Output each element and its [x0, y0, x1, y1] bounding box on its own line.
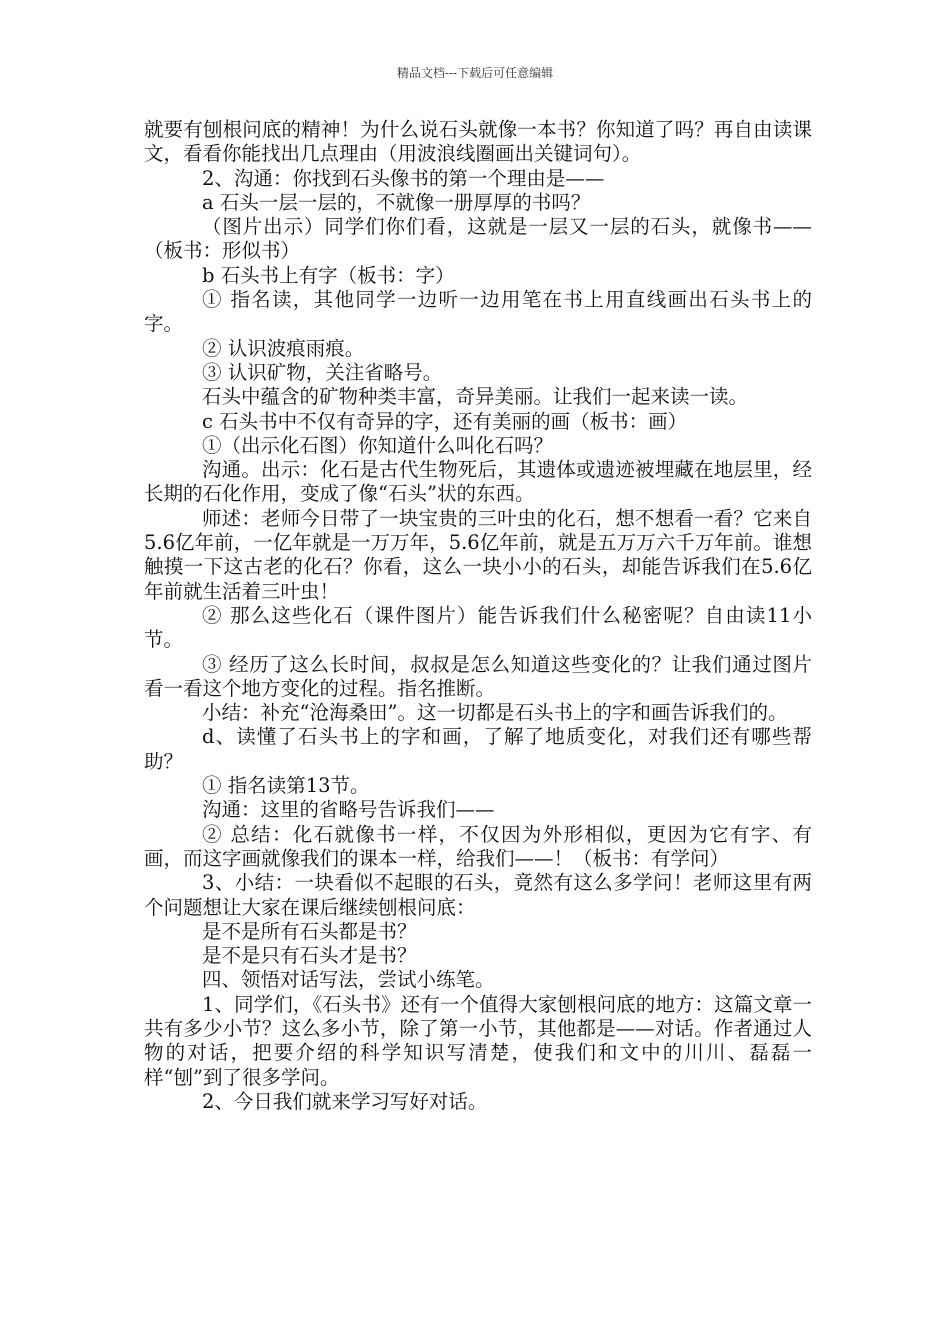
paragraph: 小结：补充“沧海桑田”。这一切都是石头书上的字和画告诉我们的。: [202, 701, 788, 725]
paragraph: ③ 经历了这么长时间，叔叔是怎么知道这些变化的？让我们通过图片看一看这个地方变化的过程。指名推断。: [144, 652, 812, 700]
paragraph: ③ 认识矿物，关注省略号。: [202, 360, 443, 384]
paragraph: 四、领悟对话写法，尝试小练笔。: [202, 968, 495, 992]
paragraph: ② 认识波痕雨痕。: [202, 336, 365, 360]
paragraph: b 石头书上有字（板书：字）: [202, 263, 455, 287]
paragraph: ① 指名读第13节。: [202, 774, 370, 798]
paragraph: 是不是只有石头才是书？: [202, 944, 417, 968]
paragraph: 就要有刨根问底的精神！为什么说石头就像一本书？你知道了吗？再自由读课文，看看你能找出几点理由（用波浪线圈画出关键词句）。: [144, 118, 812, 166]
paragraph: 2、沟通：你找到石头像书的第一个理由是——: [202, 166, 605, 190]
paragraph: ① 指名读，其他同学一边听一边用笔在书上用直线画出石头书上的字。: [144, 288, 812, 336]
paragraph: 1、同学们，《石头书》还有一个值得大家刨根问底的地方：这篇文章一共有多少小节？这么多小节，除了第一小节，其他都是——对话。作者通过人物的对话，把要介绍的科学知识写清楚，使我们和文中的川川、磊磊一样“刨”到了很多学问。: [144, 992, 812, 1089]
paragraph: （图片出示）同学们你们看，这就是一层又一层的石头，就像书——（板书：形似书）: [144, 215, 812, 263]
paragraph: 2、今日我们就来学习写好对话。: [202, 1089, 488, 1113]
paragraph: 是不是所有石头都是书？: [202, 919, 417, 943]
paragraph: ② 总结：化石就像书一样，不仅因为外形相似，更因为它有字、有画，而这字画就像我们的课本一样，给我们——！（板书：有学问）: [144, 822, 812, 870]
page-header: 精品文档---下载后可任意编辑: [396, 66, 554, 80]
paragraph: 沟通。出示：化石是古代生物死后，其遗体或遗迹被埋藏在地层里，经长期的石化作用，变成了像“石头”状的东西。: [144, 458, 812, 506]
paragraph: c 石头书中不仅有奇异的字，还有美丽的画（板书：画）: [202, 409, 688, 433]
paragraph: 3、小结：一块看似不起眼的石头，竟然有这么多学问！老师这里有两个问题想让大家在课后继续刨根问底：: [144, 871, 812, 919]
document-body: [144, 118, 812, 1114]
paragraph: 沟通：这里的省略号告诉我们——: [202, 798, 495, 822]
paragraph: 石头中蕴含的矿物种类丰富，奇异美丽。让我们一起来读一读。: [202, 385, 749, 409]
paragraph: 师述：老师今日带了一块宝贵的三叶虫的化石，想不想看一看？它来自5.6亿年前，一亿年就是一万万年，5.6亿年前，就是五万万六千万年前。谁想触摸一下这古老的化石？你看，这么一块小小的石头，却能告诉我们在5.6亿年前就生活着三叶虫！: [144, 506, 812, 603]
paragraph: ①（出示化石图）你知道什么叫化石吗？: [202, 433, 554, 457]
paragraph: ② 那么这些化石（课件图片）能告诉我们什么秘密呢？自由读11小节。: [144, 603, 812, 652]
paragraph: d、读懂了石头书上的字和画，了解了地质变化，对我们还有哪些帮助？: [144, 725, 812, 773]
paragraph: a 石头一层一层的，不就像一册厚厚的书吗？: [202, 190, 591, 214]
